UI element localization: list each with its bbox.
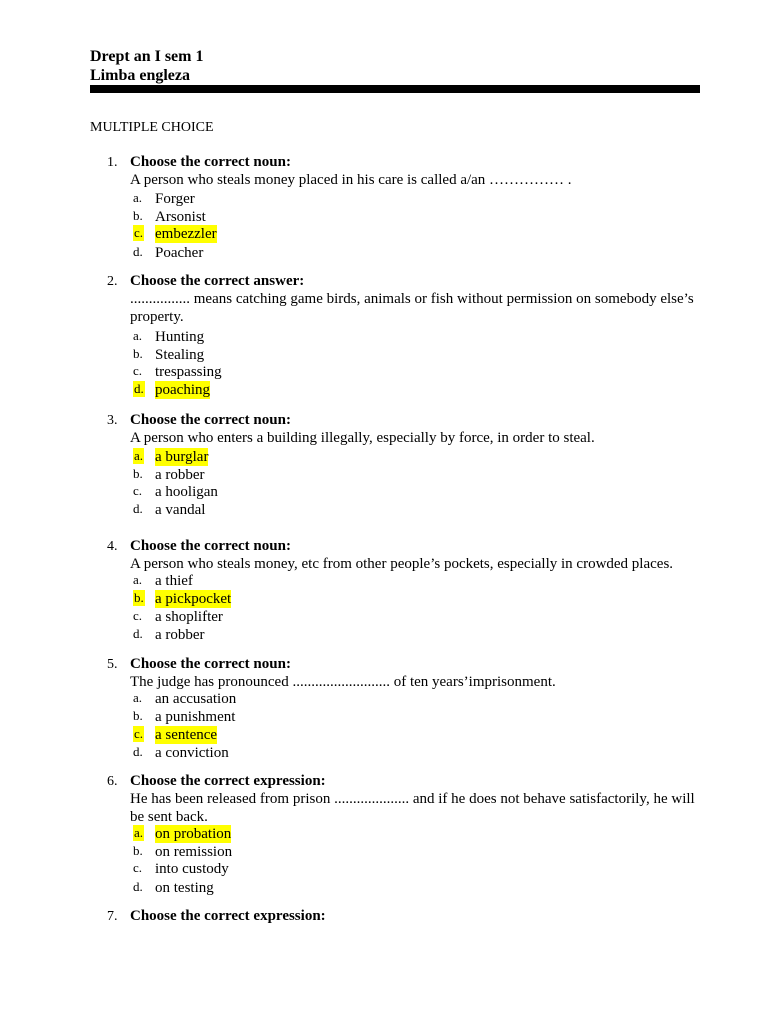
option-text: a robber: [155, 627, 205, 643]
option-text: Stealing: [155, 347, 205, 363]
option-b: [130, 466, 430, 484]
option-text: on remission: [155, 844, 233, 860]
question-number: 2.: [107, 274, 118, 289]
option-text: trespassing: [155, 364, 222, 380]
option-letter: c.: [133, 483, 143, 498]
option-text: Hunting: [155, 329, 205, 345]
question-number: 3.: [107, 413, 118, 428]
option-d: [130, 244, 430, 262]
question-text: A person who enters a building illegally, especially by force, in order to steal.: [130, 430, 595, 446]
option-letter: c.: [133, 608, 143, 623]
option-d-correct: [130, 381, 430, 399]
option-a: [130, 690, 430, 708]
option-text: a robber: [155, 467, 205, 483]
option-b: [130, 708, 430, 726]
option-letter: c.: [133, 363, 143, 378]
question-number: 5.: [107, 657, 118, 672]
option-letter: b.: [133, 208, 143, 223]
question-title: Choose the correct noun:: [130, 412, 291, 428]
question-text: ................ means catching game birds, animals or fish without permission on somebody else’s property.: [130, 291, 694, 325]
option-text: an accusation: [155, 691, 237, 707]
option-letter: c.: [133, 860, 143, 875]
option-c-correct: [130, 225, 430, 243]
option-letter: c.: [134, 225, 144, 240]
option-letter: a.: [133, 690, 143, 705]
header-rule: [90, 85, 700, 93]
question-title: Choose the correct expression:: [130, 908, 326, 924]
option-text: a thief: [155, 573, 193, 589]
option-letter: b.: [134, 590, 144, 605]
option-letter: b.: [133, 708, 143, 723]
option-letter: a.: [134, 448, 144, 463]
option-b: [130, 346, 430, 364]
option-d: [130, 879, 430, 897]
option-text-highlighted: a burglar: [155, 449, 209, 465]
option-text: a shoplifter: [155, 609, 223, 625]
section-title: MULTIPLE CHOICE: [90, 120, 214, 135]
option-text: Forger: [155, 191, 195, 207]
question-title: Choose the correct noun:: [130, 154, 291, 170]
option-a: [130, 190, 430, 208]
option-c-correct: [130, 726, 430, 744]
option-letter: d.: [133, 879, 143, 894]
option-a: [130, 572, 430, 590]
question-title: Choose the correct noun:: [130, 538, 291, 554]
option-c: [130, 860, 430, 878]
option-b: [130, 843, 430, 861]
question-text: He has been released from prison .................... and if he does not behave satisfactorily, he will be sent back.: [130, 791, 695, 825]
option-b-correct: [130, 590, 430, 608]
option-letter: d.: [133, 244, 143, 259]
option-d: [130, 626, 430, 644]
option-letter: b.: [133, 466, 143, 481]
question-title: Choose the correct expression:: [130, 773, 326, 789]
option-text-highlighted: a sentence: [155, 727, 218, 743]
question-number: 7.: [107, 909, 118, 924]
course-subject: Limba engleza: [90, 67, 190, 84]
question-text: A person who steals money, etc from other people’s pockets, especially in crowded places.: [130, 556, 674, 572]
option-a-correct: [130, 825, 430, 843]
option-b: [130, 208, 430, 226]
option-letter: d.: [133, 744, 143, 759]
option-text: Poacher: [155, 245, 204, 261]
option-text: Arsonist: [155, 209, 206, 225]
option-text-highlighted: poaching: [155, 382, 210, 398]
option-c: [130, 608, 430, 626]
question-number: 4.: [107, 539, 118, 554]
option-a: [130, 328, 430, 346]
option-text-highlighted: embezzler: [155, 226, 217, 242]
option-letter: d.: [134, 381, 144, 396]
option-letter: b.: [133, 843, 143, 858]
option-letter: a.: [133, 190, 143, 205]
option-text: a conviction: [155, 745, 229, 761]
option-text: a vandal: [155, 502, 206, 518]
question-title: Choose the correct answer:: [130, 273, 305, 289]
option-letter: a.: [133, 572, 143, 587]
option-letter: d.: [133, 501, 143, 516]
option-letter: a.: [133, 328, 143, 343]
question-number: 6.: [107, 774, 118, 789]
option-text: a punishment: [155, 709, 236, 725]
option-d: [130, 501, 430, 519]
question-text: The judge has pronounced .......................... of ten years’imprisonment.: [130, 674, 556, 690]
option-text: a hooligan: [155, 484, 218, 500]
option-letter: a.: [134, 825, 144, 840]
course-title: Drept an I sem 1: [90, 48, 204, 65]
option-text: into custody: [155, 861, 229, 877]
option-d: [130, 744, 430, 762]
option-letter: c.: [134, 726, 144, 741]
option-a-correct: [130, 448, 430, 466]
option-text: on testing: [155, 880, 214, 896]
option-letter: b.: [133, 346, 143, 361]
question-text: A person who steals money placed in his care is called a/an …………… .: [130, 172, 572, 188]
question-number: 1.: [107, 155, 118, 170]
option-letter: d.: [133, 626, 143, 641]
option-c: [130, 363, 430, 381]
option-text-highlighted: on probation: [155, 826, 232, 842]
question-title: Choose the correct noun:: [130, 656, 291, 672]
option-text-highlighted: a pickpocket: [155, 591, 232, 607]
option-c: [130, 483, 430, 501]
